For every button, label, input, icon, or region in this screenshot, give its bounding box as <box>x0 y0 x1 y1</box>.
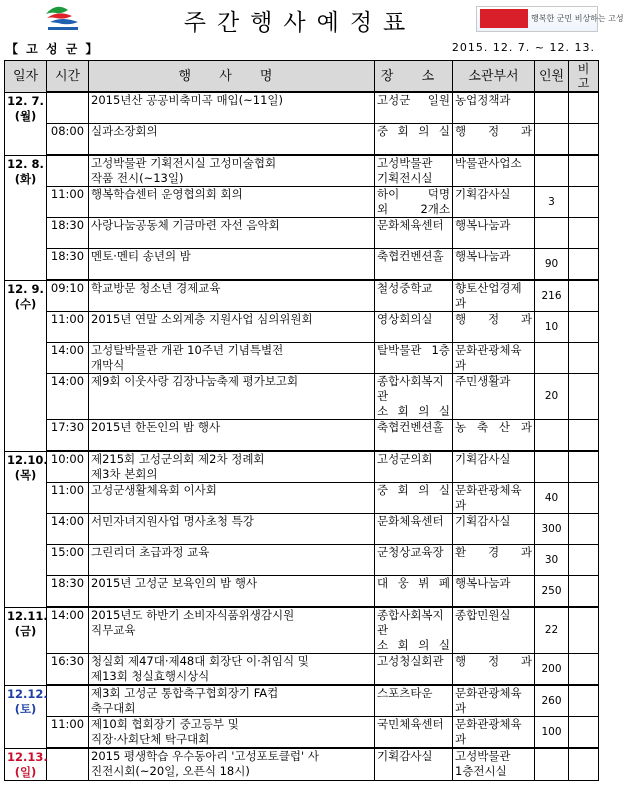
row-note <box>569 685 599 717</box>
row-place: 고성청실회관 <box>375 654 453 686</box>
row-time: 18:30 <box>47 576 89 608</box>
row-dept: 행 정 과 <box>453 124 535 156</box>
row-dept: 행복나눔과 <box>453 576 535 608</box>
row-count: 250 <box>535 576 569 608</box>
table-row <box>5 420 599 452</box>
col-header-count: 인원 <box>535 61 569 93</box>
row-count: 40 <box>535 483 569 514</box>
row-date: 12. 7. (월) <box>5 92 47 124</box>
row-event: 멘토·멘티 송년의 밤 <box>89 249 375 281</box>
row-place: 철성중학교 <box>375 280 453 312</box>
col-header-time: 시간 <box>47 61 89 93</box>
table-row <box>5 483 599 514</box>
row-dept: 문화관광체육과 <box>453 483 535 514</box>
row-note <box>569 607 599 654</box>
row-time: 11:00 <box>47 187 89 218</box>
table-row <box>5 514 599 545</box>
row-time <box>47 685 89 717</box>
table-row <box>5 343 599 374</box>
row-time: 11:00 <box>47 717 89 749</box>
table-row <box>5 249 599 281</box>
row-note <box>569 514 599 545</box>
row-count: 200 <box>535 654 569 686</box>
row-note <box>569 483 599 514</box>
row-time <box>47 748 89 780</box>
row-event: 2015년 연말 소외계층 지원사업 심의위원회 <box>89 312 375 343</box>
row-time <box>47 155 89 187</box>
row-note <box>569 717 599 749</box>
row-dept: 행 정 과 <box>453 312 535 343</box>
row-time: 14:00 <box>47 607 89 654</box>
row-date <box>5 514 47 545</box>
row-note <box>569 343 599 374</box>
row-time: 18:30 <box>47 249 89 281</box>
row-note <box>569 654 599 686</box>
row-dept: 기획감사실 <box>453 514 535 545</box>
row-event: 2015년도 하반기 소비자식품위생감시원 직무교육 <box>89 607 375 654</box>
row-place: 중 회 의 실 <box>375 483 453 514</box>
row-event: 2015년산 공공비축미곡 매입(~11일) <box>89 92 375 124</box>
row-time: 10:00 <box>47 451 89 483</box>
col-header-dept: 소관부서 <box>453 61 535 93</box>
row-place: 영상회의실 <box>375 312 453 343</box>
row-note <box>569 451 599 483</box>
row-date: 12. 9. (수) <box>5 280 47 312</box>
row-count <box>535 343 569 374</box>
row-place: 군청상교육장 <box>375 545 453 576</box>
row-dept: 고성박물관 1층전시실 <box>453 748 535 780</box>
row-note <box>569 420 599 452</box>
row-time <box>47 92 89 124</box>
row-place: 하이 덕명 외 2개소 <box>375 187 453 218</box>
row-date <box>5 187 47 218</box>
row-count <box>535 124 569 156</box>
table-row <box>5 124 599 156</box>
col-header-date: 일자 <box>5 61 47 93</box>
slogan-red-block <box>480 9 528 28</box>
row-time: 14:00 <box>47 374 89 420</box>
row-count: 260 <box>535 685 569 717</box>
table-row <box>5 717 599 749</box>
table-body <box>5 92 599 780</box>
row-count <box>535 420 569 452</box>
row-date <box>5 420 47 452</box>
row-dept: 주민생활과 <box>453 374 535 420</box>
row-dept: 농업정책과 <box>453 92 535 124</box>
row-note <box>569 748 599 780</box>
col-header-place: 장 소 <box>375 61 453 93</box>
row-note <box>569 374 599 420</box>
row-note <box>569 187 599 218</box>
row-time: 14:00 <box>47 343 89 374</box>
row-place: 고성박물관 기획전시실 <box>375 155 453 187</box>
slogan-text: 행복한 군민 비상하는 고성 <box>531 14 624 23</box>
row-event: 제3회 고성군 통합축구협회장기 FA컵 축구대회 <box>89 685 375 717</box>
row-event: 제10회 협회장기 중고등부 및 직장·사회단체 탁구대회 <box>89 717 375 749</box>
row-dept: 농 축 산 과 <box>453 420 535 452</box>
table-row <box>5 187 599 218</box>
row-date: 12. 8. (화) <box>5 155 47 187</box>
row-time: 11:00 <box>47 312 89 343</box>
row-dept: 문화관광체육과 <box>453 685 535 717</box>
row-note <box>569 545 599 576</box>
row-place: 문화체육센터 <box>375 514 453 545</box>
row-date <box>5 576 47 608</box>
row-event: 그린리더 초급과정 교육 <box>89 545 375 576</box>
row-date <box>5 218 47 249</box>
row-place: 국민체육센터 <box>375 717 453 749</box>
row-time: 16:30 <box>47 654 89 686</box>
row-time: 18:30 <box>47 218 89 249</box>
row-dept: 문화관광체육과 <box>453 717 535 749</box>
row-time: 17:30 <box>47 420 89 452</box>
row-place: 축협컨벤션홀 <box>375 420 453 452</box>
row-count: 100 <box>535 717 569 749</box>
table-row <box>5 92 599 124</box>
row-event: 제9회 이웃사랑 김장나눔축제 평가보고회 <box>89 374 375 420</box>
row-time: 08:00 <box>47 124 89 156</box>
row-place: 축협컨벤션홀 <box>375 249 453 281</box>
table-row <box>5 374 599 420</box>
row-date <box>5 312 47 343</box>
row-dept: 행 정 과 <box>453 654 535 686</box>
row-event: 고성군생활체육회 이사회 <box>89 483 375 514</box>
row-date: 12.12. (토) <box>5 685 47 717</box>
row-dept: 행복나눔과 <box>453 218 535 249</box>
table-header-row <box>5 61 599 93</box>
row-count <box>535 748 569 780</box>
row-place: 고성군의회 <box>375 451 453 483</box>
row-count: 30 <box>535 545 569 576</box>
table-row <box>5 218 599 249</box>
row-count: 3 <box>535 187 569 218</box>
row-count <box>535 155 569 187</box>
table-row <box>5 312 599 343</box>
row-date <box>5 249 47 281</box>
row-date: 12.10. (목) <box>5 451 47 483</box>
table-row <box>5 155 599 187</box>
row-date <box>5 545 47 576</box>
row-date <box>5 483 47 514</box>
row-event: 고성탈박물관 개관 10주년 기념특별전 개막식 <box>89 343 375 374</box>
row-dept: 행복나눔과 <box>453 249 535 281</box>
row-event: 2015년 고성군 보육인의 밤 행사 <box>89 576 375 608</box>
row-note <box>569 576 599 608</box>
row-dept: 문화관광체육과 <box>453 343 535 374</box>
goseong-logo-icon <box>42 4 84 34</box>
row-count: 300 <box>535 514 569 545</box>
row-time: 14:00 <box>47 514 89 545</box>
row-event: 2015년 한돈인의 밤 행사 <box>89 420 375 452</box>
row-time: 15:00 <box>47 545 89 576</box>
row-time: 09:10 <box>47 280 89 312</box>
row-place: 중 회 의 실 <box>375 124 453 156</box>
row-dept: 기획감사실 <box>453 187 535 218</box>
row-dept: 박물관사업소 <box>453 155 535 187</box>
table-row <box>5 685 599 717</box>
row-count: 216 <box>535 280 569 312</box>
row-date <box>5 374 47 420</box>
table-row <box>5 654 599 686</box>
row-note <box>569 249 599 281</box>
col-header-note: 비 고 <box>569 61 599 93</box>
org-name: 【 고 성 군 】 <box>6 42 100 56</box>
table-row <box>5 607 599 654</box>
row-event: 학교방문 청소년 경제교육 <box>89 280 375 312</box>
row-note <box>569 124 599 156</box>
row-note <box>569 312 599 343</box>
table-row <box>5 576 599 608</box>
row-event: 행복학습센터 운영협의회 회의 <box>89 187 375 218</box>
row-note <box>569 218 599 249</box>
row-dept: 기획감사실 <box>453 451 535 483</box>
schedule-table <box>4 60 599 781</box>
row-date <box>5 654 47 686</box>
row-dept: 향토산업경제과 <box>453 280 535 312</box>
table-row <box>5 280 599 312</box>
row-date: 12.11. (금) <box>5 607 47 654</box>
row-count: 22 <box>535 607 569 654</box>
row-date <box>5 124 47 156</box>
page-header <box>0 0 624 38</box>
row-place: 대 웅 뷔 페 <box>375 576 453 608</box>
table-row <box>5 451 599 483</box>
row-place: 스포츠타운 <box>375 685 453 717</box>
row-place: 문화체육센터 <box>375 218 453 249</box>
row-event: 실과소장회의 <box>89 124 375 156</box>
row-note <box>569 92 599 124</box>
row-dept: 환 경 과 <box>453 545 535 576</box>
row-count: 90 <box>535 249 569 281</box>
row-event: 고성박물관 기획전시실 고성미술협회 작품 전시(~13일) <box>89 155 375 187</box>
row-event: 2015 평생학습 우수동아리 '고성포토클럽' 사 진전시회(~20일, 오픈식 18시) <box>89 748 375 780</box>
row-date <box>5 343 47 374</box>
row-place: 종합사회복지관 소 회 의 실 <box>375 607 453 654</box>
row-event: 청실회 제47대·제48대 회장단 이·취임식 및 제13회 청실효행시상식 <box>89 654 375 686</box>
row-dept: 종합민원실 <box>453 607 535 654</box>
col-header-event: 행 사 명 <box>89 61 375 93</box>
row-place: 탈박물관 1층 <box>375 343 453 374</box>
row-place: 고성군 일원 <box>375 92 453 124</box>
row-event: 서민자녀지원사업 명사초청 특강 <box>89 514 375 545</box>
row-note <box>569 280 599 312</box>
row-count: 10 <box>535 312 569 343</box>
row-count <box>535 451 569 483</box>
row-count <box>535 218 569 249</box>
row-time: 11:00 <box>47 483 89 514</box>
table-row <box>5 748 599 780</box>
row-event: 사랑나눔공동체 기금마련 자선 음악회 <box>89 218 375 249</box>
page-title: 주간행사예정표 <box>183 10 417 36</box>
row-count: 20 <box>535 374 569 420</box>
slogan-banner <box>476 6 624 32</box>
row-date <box>5 717 47 749</box>
date-range: 2015. 12. 7. ~ 12. 13. <box>451 41 595 54</box>
row-event: 제215회 고성군의회 제2차 정례회 제3차 본회의 <box>89 451 375 483</box>
row-place: 기획감사실 <box>375 748 453 780</box>
table-row <box>5 545 599 576</box>
row-note <box>569 155 599 187</box>
row-place: 종합사회복지관 소 회 의 실 <box>375 374 453 420</box>
row-count <box>535 92 569 124</box>
row-date: 12.13. (일) <box>5 748 47 780</box>
